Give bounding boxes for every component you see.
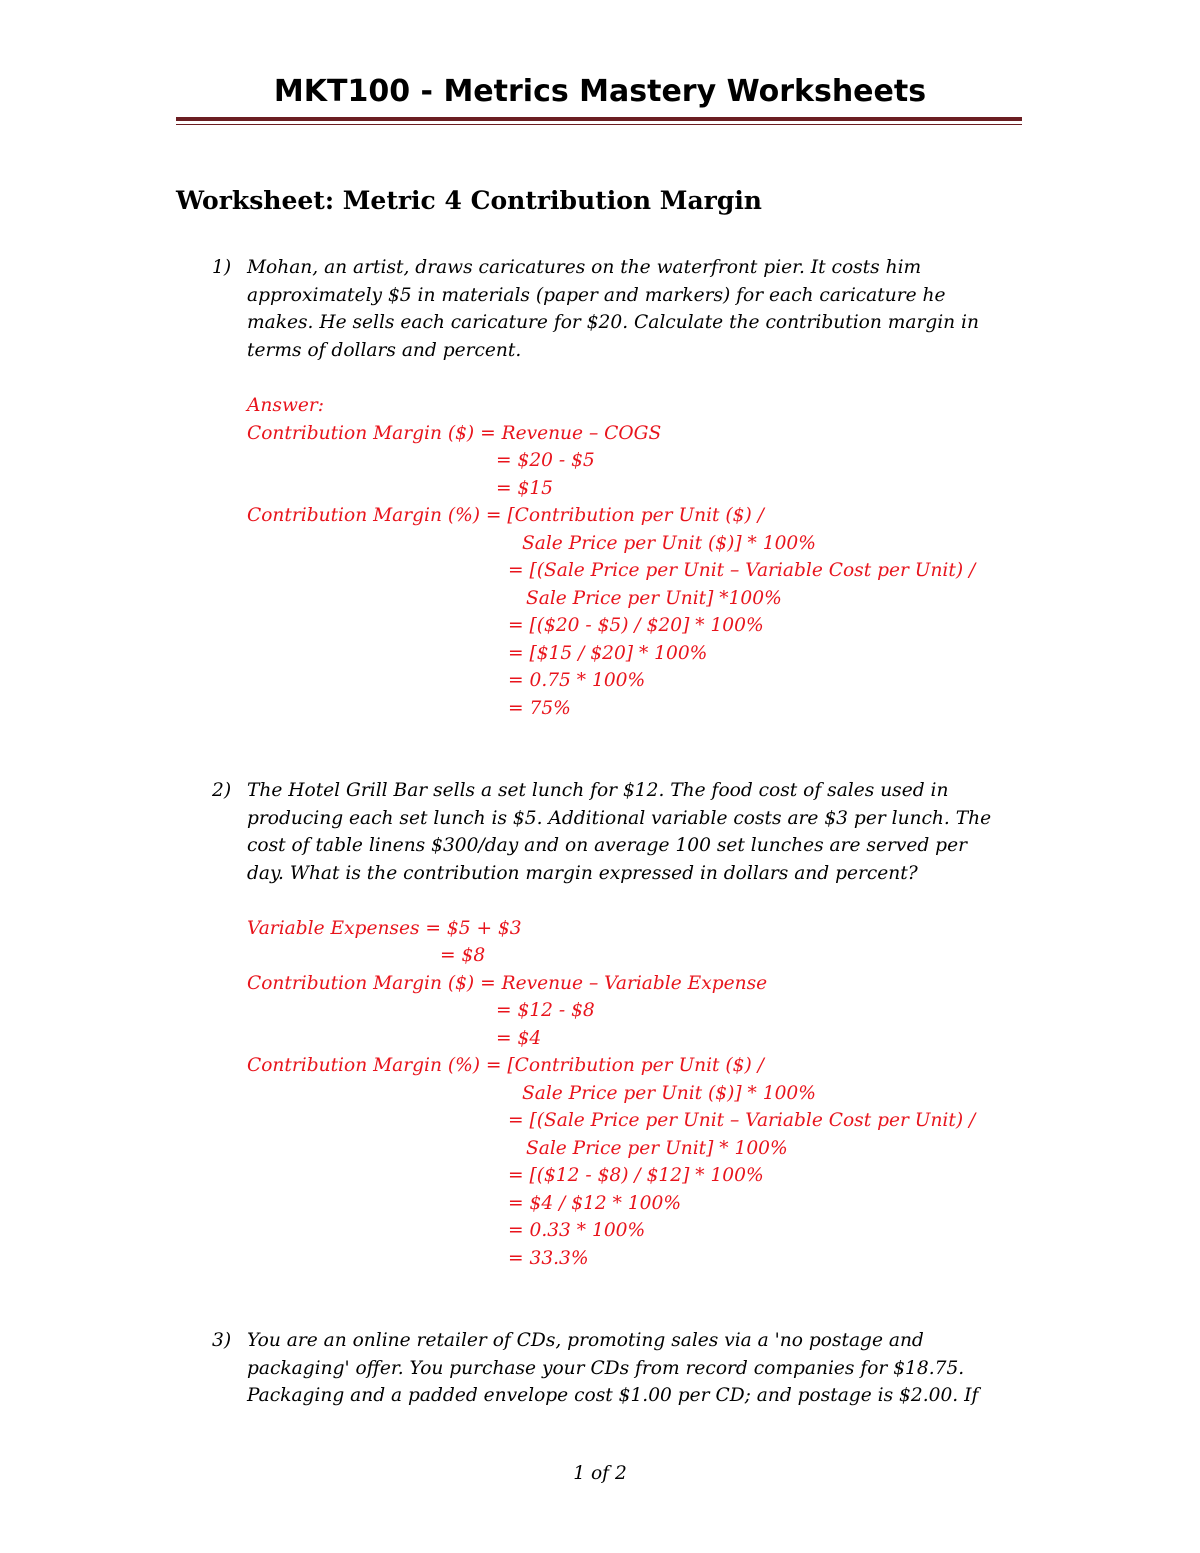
question-text-line: packaging' offer. You purchase your CDs from record companies for $18.75. (247, 1358, 965, 1379)
question-text-line: The Hotel Grill Bar sells a set lunch for $12. The food cost of sales used in (247, 780, 949, 801)
question-number: 3) (212, 1330, 232, 1351)
answer-line: = $4 (496, 1028, 542, 1049)
question-number: 1) (212, 257, 232, 278)
answer-line: = 0.33 * 100% (508, 1220, 646, 1241)
worksheet-title: Worksheet: Metric 4 Contribution Margin (176, 186, 762, 215)
answer-line: = $4 / $12 * 100% (508, 1193, 681, 1214)
answer-line: Contribution Margin (%) = [Contribution per Unit ($) / (247, 1055, 764, 1076)
answer-line: = 0.75 * 100% (508, 670, 646, 691)
page-number: 1 of 2 (573, 1463, 627, 1484)
answer-line: = [$15 / $20] * 100% (508, 643, 708, 664)
answer-line: = 33.3% (508, 1248, 589, 1269)
answer-line: = $15 (496, 478, 553, 499)
question-text-line: Packaging and a padded envelope cost $1.00 per CD; and postage is $2.00. If (247, 1385, 979, 1406)
question-text-line: terms of dollars and percent. (247, 340, 522, 361)
question-text-line: makes. He sells each caricature for $20. Calculate the contribution margin in (247, 312, 979, 333)
answer-line: = $20 - $5 (496, 450, 595, 471)
answer-line: = $12 - $8 (496, 1000, 595, 1021)
answer-line: Variable Expenses = $5 + $3 (247, 918, 522, 939)
answer-line: Sale Price per Unit ($)] * 100% (522, 1083, 816, 1104)
answer-line: Sale Price per Unit] *100% (526, 588, 782, 609)
answer-line: Sale Price per Unit] * 100% (526, 1138, 788, 1159)
question-text-line: day. What is the contribution margin expressed in dollars and percent? (247, 863, 918, 884)
answer-line: = [(Sale Price per Unit – Variable Cost per Unit) / (508, 560, 976, 581)
answer-line: = $8 (440, 945, 486, 966)
page-title: MKT100 - Metrics Mastery Worksheets (273, 74, 927, 109)
question-text-line: approximately $5 in materials (paper and markers) for each caricature he (247, 285, 946, 306)
answer-line: = [($20 - $5) / $20] * 100% (508, 615, 764, 636)
header-rule-thin (176, 124, 1022, 125)
answer-label: Answer: (247, 395, 325, 416)
question-text-line: You are an online retailer of CDs, promoting sales via a 'no postage and (247, 1330, 924, 1351)
answer-line: Contribution Margin ($) = Revenue – Variable Expense (247, 973, 768, 994)
answer-line: = 75% (508, 698, 571, 719)
question-text-line: Mohan, an artist, draws caricatures on the waterfront pier. It costs him (247, 257, 922, 278)
header-rule-thick (176, 117, 1022, 121)
question-number: 2) (212, 780, 232, 801)
answer-line: Contribution Margin ($) = Revenue – COGS (247, 423, 662, 444)
answer-line: Sale Price per Unit ($)] * 100% (522, 533, 816, 554)
answer-line: = [(Sale Price per Unit – Variable Cost per Unit) / (508, 1110, 976, 1131)
question-text-line: cost of table linens $300/day and on average 100 set lunches are served per (247, 835, 967, 856)
answer-line: = [($12 - $8) / $12] * 100% (508, 1165, 764, 1186)
question-text-line: producing each set lunch is $5. Additional variable costs are $3 per lunch. The (247, 808, 992, 829)
answer-line: Contribution Margin (%) = [Contribution per Unit ($) / (247, 505, 764, 526)
